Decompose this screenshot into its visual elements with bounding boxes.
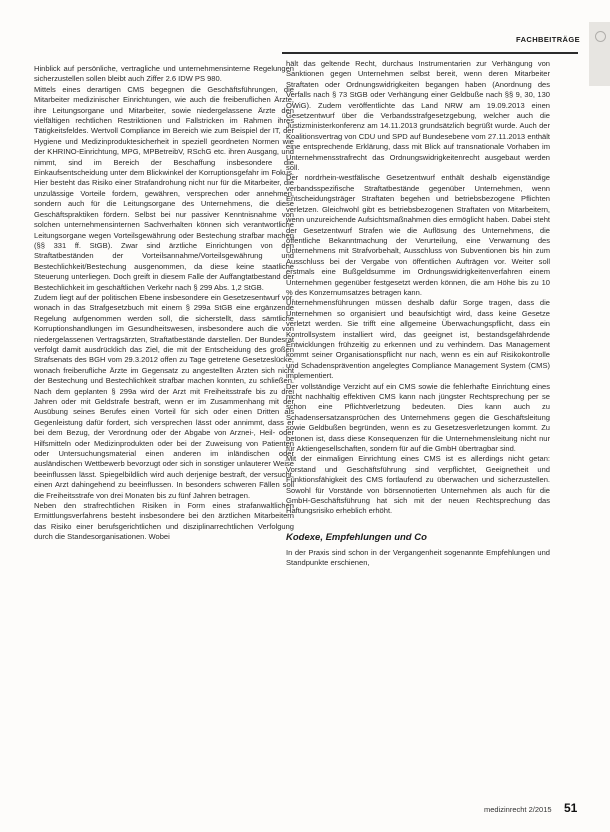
paragraph: Mit der einmaligen Einrichtung eines CMS ist es allerdings nicht getan: Vorstand und Geschäftsführung sind verpflichtet, Geeignetheit und Funktionsfähigkeit des CMS fortlaufend zu überwachen und sicherzustellen. Sowohl für Vorstände von börsennotierten Unternehmen als auch für die GmbH-Geschäftsführung hat sich mit der neuen Rechtsprechung das Haftungsrisiko erheblich erhöht. bbox=[286, 454, 550, 516]
paragraph: Hinblick auf persönliche, vertragliche und unternehmensinterne Regelungen sicherzustellen sollen bleibt auch Ziffer 2.6 IDW PS 980. bbox=[34, 64, 294, 84]
paragraph: Der vollständige Verzicht auf ein CMS sowie die fehlerhafte Einrichtung eines nicht nachhaltig effektiven CMS kann nach jüngster Rechtsprechung per se schon eine Pflichtverletzung bedeuten. Dies kann auch zu Schadensersatzansprüchen des Unternehmens gegen die Geschäftsleitung sowie Geldbußen begründen, wenn es zu Gesetzesverletzungen kommt. Zu betonen ist, dass diese Konsequenzen für die Unternehmensleitung nicht nur für Aktiengesellschaften, sondern für auf die GmbH übertragbar sind. bbox=[286, 381, 550, 454]
paragraph: Unternehmensführungen müssen deshalb dafür Sorge tragen, dass die Unternehmen so organisiert und beaufsichtigt wird, dass keine Gesetze verletzt werden. Sie trifft eine allgemeine Überwachungspflicht, dass ein Kontrollsystem installiert wird, das geeignet ist, bestandsgefährdende Entwicklungen frühzeitig zu erkennen und zu verhindern. Das Management kommt seiner Organisationspflicht nur nach, wenn es ein auf Risikokontrolle und Schadensprävention angelegtes Compliance Management System (CMS) implementiert. bbox=[286, 298, 550, 381]
side-tab bbox=[589, 22, 610, 86]
paragraph: Zudem liegt auf der politischen Ebene insbesondere ein Gesetzesentwurf vor, wonach in das Strafgesetzbuch mit einem § 299a StGB eine ergänzende Regelung aufgenommen werden soll, die sicherstellt, dass sämtliche Korruptionshandlungen im Gesundheitswesen, insbesondere auch die von niedergelassenen Vertragsärzten, Straftatbestände darstellen. Der Bundesrat verfolgt damit ausdrücklich das Ziel, die mit der Entscheidung des großen Strafsenats des BGH vom 29.3.2012 offen zu Tage getretene Gesetzeslücke, wonach freiberufliche Ärzte im Gegensatz zu angestellten Ärzten sich nicht der Bestechung und Bestechlichkeit strafbar machen konnten, zu schließen. Nach dem geplanten § 299a wird der Arzt mit Freiheitsstrafe bis zu drei Jahren oder mit Geldstrafe bestraft, wenn er im Zusammenhang mit der Ausübung seines Berufes einen Vorteil für sich oder einen Dritten als Gegenleistung dafür fordert, sich versprechen lässt oder annimmt, dass er bei dem Bezug, der Verordnung oder der Abgabe von Arznei-, Heil- oder Hilfsmitteln oder Medizinprodukten oder bei der Zuweisung von Patienten oder Untersuchungsmaterial einen anderen im inländischen oder ausländischen Wettbewerb bevorzugt oder sich in sonstiger unlauterer Weise beeinflussen lässt. Spiegelbildlich wird auch derjenige bestraft, der versucht, einen Arzt dahingehend zu beeinflussen. In besonders schweren Fällen soll die Freiheitsstrafe von drei Monaten bis zu fünf Jahren betragen. bbox=[34, 292, 294, 500]
section-header: FACHBEITRÄGE bbox=[516, 35, 580, 44]
paragraph: hält das geltende Recht, durchaus Instrumentarien zur Verhängung von Sanktionen gegen Unternehmen selbst bereit, wenn deren Mitarbeiter Straftaten oder Ordnungswidrigkeiten begangen haben (Anordnung des Verfalls nach § 73 StGB oder Verhängung einer Geldbuße nach §§ 9, 30, 130 OWiG). Zudem veröffentlichte das Land NRW am 19.09.2013 einen Gesetzentwurf über die Verbandsstrafgesetzgebung, welcher auch die Justizministerkonferenz am 14.11.2013 grundsätzlich begrüßt wurde. Auch der Koalitionsvertrag von CDU und SPD auf Bundesebene vom 27.11.2013 enthält eine entsprechende Erklärung, dass mit Blick auf transnationale Vorhaben im Unternehmensstrafrecht das Ordnungswidrigkeitenrecht ausgebaut werden soll. bbox=[286, 59, 550, 173]
section-heading: Kodexe, Empfehlungen und Co bbox=[286, 531, 427, 543]
right-column bbox=[286, 59, 550, 569]
left-column bbox=[34, 64, 294, 543]
paragraph: Der nordrhein-westfälische Gesetzentwurf enthält deshalb eigenständige verbandsspezifische Straftatbestände gegenüber Unternehmen, wenn Entscheidungsträger Straftaten begehen und betriebsbezogene Pflichten verletzen. Gleichwohl gibt es betriebsbezogenen Straftaten von Mitarbeitern, wenn unzureichende Aufsichtsmaßnahmen dies ermöglicht haben. Dabei steht der Gesetzentwurf Strafen wie die Auflösung des Unternehmens, die öffentliche Bekanntmachung der Verurteilung, eine Verwarnung des Unternehmens mit Strafvorbehalt, Ausschluss von Subventionen bis hin zum Ausschluss bei der Vergabe von öffentlichen Aufträgen vor. Weiter soll erstmals eine Bußgeldsumme im Ordnungswidrigkeitenverfahren einem Unternehmen gegenüber festgesetzt werden können, die am Höhe bis zu 10 % des Konzernumsatzes betragen kann. bbox=[286, 173, 550, 297]
paragraph: In der Praxis sind schon in der Vergangenheit sogenannte Empfehlungen und Standpunkte erschienen, bbox=[286, 547, 550, 568]
tab-mark-icon bbox=[595, 31, 606, 42]
paragraph: Mittels eines derartigen CMS begegnen die Geschäftsführungen, die Mitarbeiter medizinischer Einrichtungen, wie auch die freiberuflichen Ärzte, ihre Leitungsorgane und Mitarbeiter, sowie niedergelassene Ärzte den vielfältigen rechtlichen Restriktionen und Fallstricken im Rahmen ihres Tätigkeitsfeldes. Wertvoll Compliance im Bereich wie zum Beispiel der IT, der Hygiene und Medizinproduktesicherheit in speziell geordneten Normen wie der KHRINO-Einrichtung, MPG, MPBetreibV, RSchG etc. ihren Ausgang, und nimmt, sind im Bereich der Beschaffung insbesondere die Einkaufsentscheidung unter dem Blickwinkel der Korruptionsgefahr im Fokus. Hier besteht das Risiko einer Strafandrohung nicht nur für die Mitarbeiter, die unzulässige Vorteile fordern, gewähren, versprechen oder annehmen, sondern auch für die Leitungsorgane des Unternehmens, die diese Geschäftspraktiken fördern. Selbst bei nur passiver Kenntnisnahme von solchen unternehmensinternen Sachverhalten können sich verantwortliche Leitungsorgane wegen Vorteilsgewährung oder Bestechung strafbar machen (§§ 331 ff. StGB). Zwar sind ärztliche Einrichtungen von den Straftatbeständen der Vorteilsannahme/Vorteilsgewährung und Bestechlichkeit/Bestechung ausgenommen, da diese keine staatliche Steuerung unterliegen. Doch greift in diesem Falle der Auffangtatbestand der Bestechlichkeit im geschäftlichen Verkehr nach § 299 Abs. 1,2 StGB. bbox=[34, 84, 294, 292]
header-rule bbox=[282, 52, 578, 54]
page-number: 51 bbox=[564, 801, 578, 815]
publication-footer: medizinrecht 2/2015 bbox=[484, 805, 552, 814]
paragraph: Neben den strafrechtlichen Risiken in Form eines strafanwaltlichen Ermittlungsverfahrens besteht insbesondere bei den ärztlichen Mitarbeitern das Risiko einer berufsgerichtlichen und disziplinarrechtlichen Verfolgung durch die Standesorganisationen. Wobei bbox=[34, 501, 294, 542]
